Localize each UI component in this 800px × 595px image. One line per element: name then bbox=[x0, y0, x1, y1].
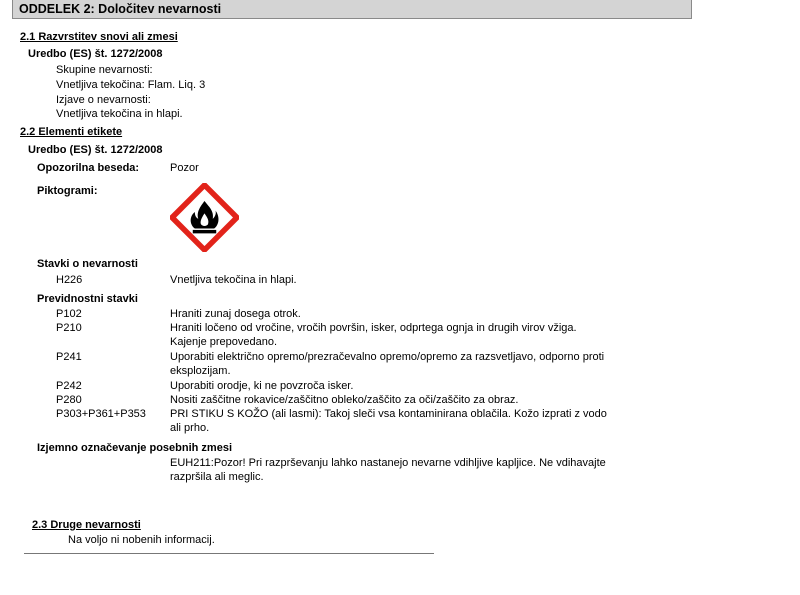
precaution-text: eksplozijam. bbox=[170, 365, 231, 377]
pictograms-label: Piktogrami: bbox=[37, 185, 98, 197]
precaution-text: ali prho. bbox=[170, 422, 210, 434]
regulation-label-2-2: Uredbo (ES) št. 1272/2008 bbox=[28, 144, 163, 156]
precaution-text: Uporabiti orodje, ki ne povzroča isker. bbox=[170, 380, 354, 392]
special-labelling-text: razpršila ali meglic. bbox=[170, 471, 264, 483]
classification-line: Skupine nevarnosti: bbox=[56, 64, 153, 76]
precaution-text: PRI STIKU S KOŽO (ali lasmi): Takoj sleči vsa kontaminirana oblačila. Kožo izprati z vodo bbox=[170, 408, 607, 420]
special-labelling-text: EUH211:Pozor! Pri razprševanju lahko nastanejo nevarne vdihljive kapljice. Ne vdihavajte bbox=[170, 457, 606, 469]
signal-word-value: Pozor bbox=[170, 162, 199, 174]
precaution-text: Uporabiti električno opremo/prezračevalno opremo/opremo za razsvetljavo, odporno proti bbox=[170, 351, 605, 363]
precaution-code: P210 bbox=[56, 322, 82, 334]
precaution-code: P280 bbox=[56, 394, 82, 406]
precaution-code: P241 bbox=[56, 351, 82, 363]
precaution-code: P242 bbox=[56, 380, 82, 392]
subsection-heading-2-2: 2.2 Elementi etikete bbox=[20, 126, 123, 138]
regulation-label-2-1: Uredbo (ES) št. 1272/2008 bbox=[28, 48, 163, 60]
subsection-heading-2-3: 2.3 Druge nevarnosti bbox=[32, 519, 141, 531]
precaution-text: Nositi zaščitne rokavice/zaščitno obleko/zaščito za oči/zaščito za obraz. bbox=[170, 394, 519, 406]
precautionary-statements-heading: Previdnostni stavki bbox=[37, 293, 138, 305]
special-labelling-heading: Izjemno označevanje posebnih zmesi bbox=[37, 442, 232, 454]
precaution-code: P102 bbox=[56, 308, 82, 320]
precaution-text: Hraniti zunaj dosega otrok. bbox=[170, 308, 301, 320]
precaution-text: Hraniti ločeno od vročine, vročih površin, isker, odprtega ognja in drugih virov vžiga. bbox=[170, 322, 577, 334]
section-header-bar bbox=[12, 0, 692, 19]
precaution-code: P303+P361+P353 bbox=[56, 408, 146, 420]
precaution-text: Kajenje prepovedano. bbox=[170, 336, 278, 348]
section-title: ODDELEK 2: Določitev nevarnosti bbox=[19, 2, 222, 16]
other-hazards-text: Na voljo ni nobenih informacij. bbox=[68, 534, 215, 546]
section-divider bbox=[24, 553, 434, 554]
hazard-statements-heading: Stavki o nevarnosti bbox=[37, 258, 138, 270]
classification-line: Vnetljiva tekočina in hlapi. bbox=[56, 108, 183, 120]
classification-line: Izjave o nevarnosti: bbox=[56, 94, 151, 106]
signal-word-label: Opozorilna beseda: bbox=[37, 162, 140, 174]
classification-line: Vnetljiva tekočina: Flam. Liq. 3 bbox=[56, 79, 206, 91]
flame-ghs02-icon bbox=[170, 183, 239, 252]
hazard-text: Vnetljiva tekočina in hlapi. bbox=[170, 274, 297, 286]
hazard-code: H226 bbox=[56, 274, 83, 286]
subsection-heading-2-1: 2.1 Razvrstitev snovi ali zmesi bbox=[20, 31, 178, 43]
